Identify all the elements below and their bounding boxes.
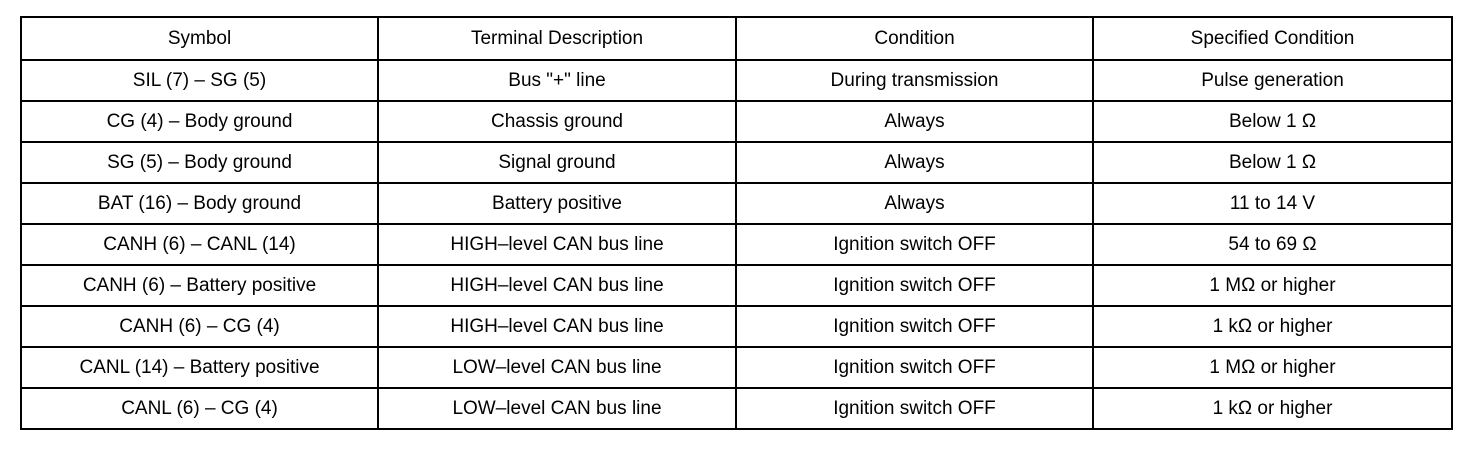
cell-terminal-description: Battery positive xyxy=(378,183,736,224)
table-row xyxy=(21,142,1452,183)
table-header xyxy=(21,17,1452,60)
cell-condition: Ignition switch OFF xyxy=(736,306,1093,347)
table-row xyxy=(21,183,1452,224)
table-row xyxy=(21,306,1452,347)
cell-terminal-description: HIGH–level CAN bus line xyxy=(378,306,736,347)
cell-condition: Ignition switch OFF xyxy=(736,265,1093,306)
cell-terminal-description: Signal ground xyxy=(378,142,736,183)
cell-specified-condition: Below 1 Ω xyxy=(1093,101,1452,142)
cell-specified-condition: 1 kΩ or higher xyxy=(1093,306,1452,347)
cell-symbol: CANH (6) – Battery positive xyxy=(21,265,378,306)
cell-condition: Ignition switch OFF xyxy=(736,224,1093,265)
cell-condition: Ignition switch OFF xyxy=(736,347,1093,388)
cell-specified-condition: Pulse generation xyxy=(1093,60,1452,101)
cell-specified-condition: 11 to 14 V xyxy=(1093,183,1452,224)
table-row xyxy=(21,101,1452,142)
cell-symbol: SIL (7) – SG (5) xyxy=(21,60,378,101)
table-row xyxy=(21,347,1452,388)
cell-specified-condition: Below 1 Ω xyxy=(1093,142,1452,183)
cell-specified-condition: 1 kΩ or higher xyxy=(1093,388,1452,429)
cell-terminal-description: Chassis ground xyxy=(378,101,736,142)
table-row xyxy=(21,224,1452,265)
table-body xyxy=(21,60,1452,429)
terminal-spec-table xyxy=(20,16,1453,430)
cell-condition: Always xyxy=(736,101,1093,142)
cell-condition: Always xyxy=(736,183,1093,224)
cell-symbol: CANH (6) – CG (4) xyxy=(21,306,378,347)
cell-condition: Always xyxy=(736,142,1093,183)
cell-specified-condition: 1 MΩ or higher xyxy=(1093,347,1452,388)
cell-symbol: CANL (14) – Battery positive xyxy=(21,347,378,388)
header-terminal-description: Terminal Description xyxy=(378,17,736,60)
cell-terminal-description: LOW–level CAN bus line xyxy=(378,347,736,388)
table-row xyxy=(21,265,1452,306)
cell-symbol: SG (5) – Body ground xyxy=(21,142,378,183)
cell-symbol: CANL (6) – CG (4) xyxy=(21,388,378,429)
header-row xyxy=(21,17,1452,60)
cell-symbol: BAT (16) – Body ground xyxy=(21,183,378,224)
cell-terminal-description: Bus "+" line xyxy=(378,60,736,101)
table-row xyxy=(21,388,1452,429)
cell-specified-condition: 1 MΩ or higher xyxy=(1093,265,1452,306)
table-row xyxy=(21,60,1452,101)
cell-terminal-description: HIGH–level CAN bus line xyxy=(378,265,736,306)
cell-condition: Ignition switch OFF xyxy=(736,388,1093,429)
cell-terminal-description: HIGH–level CAN bus line xyxy=(378,224,736,265)
header-condition: Condition xyxy=(736,17,1093,60)
header-specified-condition: Specified Condition xyxy=(1093,17,1452,60)
header-symbol: Symbol xyxy=(21,17,378,60)
cell-condition: During transmission xyxy=(736,60,1093,101)
cell-terminal-description: LOW–level CAN bus line xyxy=(378,388,736,429)
cell-symbol: CANH (6) – CANL (14) xyxy=(21,224,378,265)
cell-symbol: CG (4) – Body ground xyxy=(21,101,378,142)
cell-specified-condition: 54 to 69 Ω xyxy=(1093,224,1452,265)
